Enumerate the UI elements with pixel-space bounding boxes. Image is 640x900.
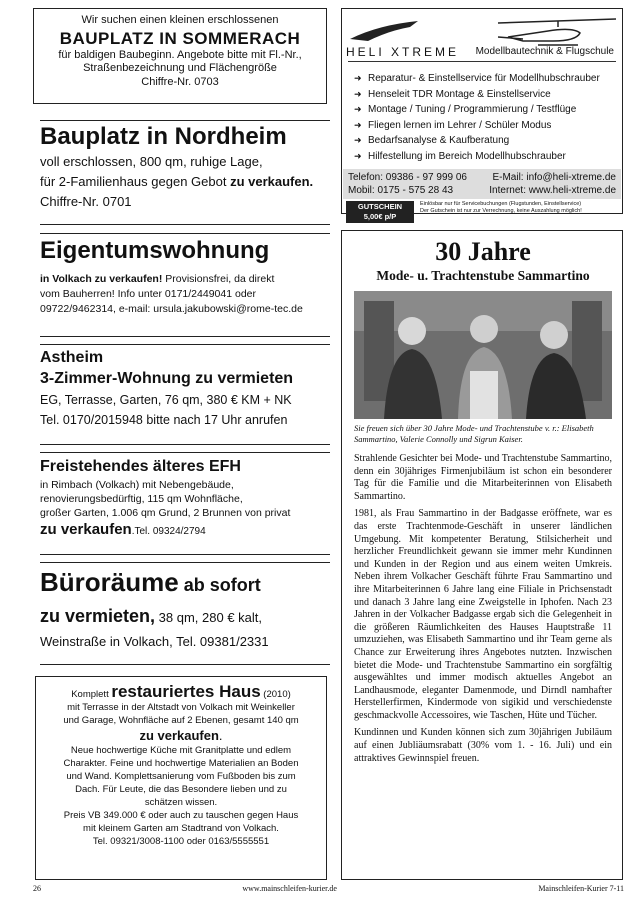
ad-line: voll erschlossen, 800 qm, ruhige Lage, <box>40 154 263 169</box>
list-item: ➜ Bedarfsanalyse & Kaufberatung <box>354 135 510 146</box>
ad-line: Weinstraße in Volkach, Tel. 09381/2331 <box>40 634 269 649</box>
heli-phone: Telefon: 09386 - 97 999 06 <box>348 172 467 183</box>
arrow-right-icon: ➜ <box>354 73 362 83</box>
ad-astheim <box>40 348 330 430</box>
voucher-note: Einlösbar nur für Servicebuchungen (Flugstunden, Einstellservice) Der Gutschein ist nur zur Verrechnung, keine Auszahlung möglich! <box>420 201 582 214</box>
ad-line: Dach. Für Leute, die das Besondere lieben und zu <box>75 784 287 795</box>
article-sammartino <box>341 230 623 880</box>
heli-contact <box>343 169 621 199</box>
paragraph: Kundinnen und Kunden können sich zum 30jährigen Jubiläum auf einen Jubliäumsrabatt (30% vom 1. - 16. Juli) und ein attraktives Gewinnspiel freuen. <box>354 727 612 764</box>
divider <box>40 452 330 453</box>
ad-restauriertes-haus <box>35 676 327 880</box>
divider <box>40 344 330 345</box>
ad-line: für baldigen Baubeginn. Angebote bitte mit Fl.-Nr., <box>58 48 302 61</box>
divider <box>348 61 616 62</box>
divider <box>40 562 330 563</box>
ad-intro: Wir suchen einen kleinen erschlossenen <box>81 14 279 26</box>
page-number: 26 <box>33 884 41 893</box>
article-subtitle: Mode- u. Trachtenstube Sammartino <box>376 268 590 283</box>
paragraph: 1981, als Frau Sammartino in der Badgasse eröffnete, war es das erste Trachtenmode-Geschäft in unserer ländlichen Umgebung. Mit kompetenter Beratung, Stilsicherheit und herzlicher Freundlichkeit gewann sie immer mehr Kundinnen und Kunden in der Region und aus einem weiten Umkreis. Neben ihrem Volkacher Geschäft führte Frau Sammartino und ihre Mitarbeiterinnen 6 Jahre lang eine Filiale in Prichsenstadt und danach 3 Jahre lang eine Zweigstelle in Iphofen. Nach 23 Jahren in der Volkacher Badgasse ergab sich die Gelegenheit in die größeren Räumlichkeiten des Hauses Hauptstraße 11 umzuziehen, was Elisabeth Sammartino und ihr Team gerne als Chance zur Erweiterung ihres Angebotes nutzten. Inzwischen bietet die Mode- und Trachtenstube Sammartino ein sorgfältig ausgewähltes und immer modisch aktuelles Angebot an Landhausmode, eleganter Damenmode, und Dirndl namhafter Herstellerfirmen, Kindermode von sigikid und verschiedenste geschmackvolle Accessoires, wie Taschen, Hüte und Tücher. <box>354 508 612 721</box>
ad-line: Straßenbezeichnung und Flächengröße <box>83 62 277 74</box>
list-item: ➜ Reparatur- & Einstellservice für Modellhubschrauber <box>354 73 600 84</box>
divider <box>40 444 330 445</box>
ad-title: Büroräume ab sofort <box>40 567 261 597</box>
ad-title: Eigentumswohnung <box>40 237 270 264</box>
ad-efh-rimbach <box>40 456 330 539</box>
ad-line: mit kleinem Garten am Stadtrand von Volkach. <box>83 823 279 834</box>
ad-eigentumswohnung <box>40 236 330 317</box>
ad-heli-xtreme <box>341 8 623 221</box>
article-photo <box>354 291 612 419</box>
ad-line: mit Terrasse in der Altstadt von Volkach mit Weinkeller <box>67 702 295 713</box>
ad-bauplatz-sommerach <box>33 8 327 104</box>
ad-title: Astheim <box>40 349 104 366</box>
arrow-right-icon: ➜ <box>354 104 362 114</box>
divider <box>40 336 330 337</box>
ad-line: in Rimbach (Volkach) mit Nebengebäude, <box>40 479 234 491</box>
ad-line: Chiffre-Nr. 0701 <box>40 194 132 209</box>
divider <box>40 554 330 555</box>
ad-line: renovierungsbedürftig, 115 qm Wohnfläche, <box>40 493 243 505</box>
article-body <box>354 453 612 765</box>
list-item: ➜ Henseleit TDR Montage & Einstellservice <box>354 88 551 100</box>
footer-url: www.mainschleifen-kurier.de <box>242 884 337 893</box>
divider <box>40 224 330 225</box>
ad-text: in Volkach zu verkaufen! Provisionsfrei, da direkt vom Bauherren! Info unter 0171/2449041 oder 09722/9462314, e-mail: ursula.jakubowski@rome-tec.de <box>40 273 303 315</box>
list-item: ➜ Hilfestellung im Bereich Modellhubschrauber <box>354 150 566 162</box>
list-item: ➜ Montage / Tuning / Programmierung / Testflüge <box>354 104 577 115</box>
voucher-badge: GUTSCHEIN 5,00€ p/P <box>346 201 414 223</box>
article-title: 30 Jahre <box>435 237 531 266</box>
ad-line: für 2-Familienhaus gegen Gebot zu verkaufen. <box>40 174 314 189</box>
divider <box>40 120 330 121</box>
ad-line: Charakter. Feine und hochwertige Materialien an Boden <box>63 758 299 769</box>
heli-subtitle: Modellbautechnik & Flugschule <box>475 46 614 57</box>
ad-bueroraeume <box>40 565 330 652</box>
arrow-right-icon: ➜ <box>354 150 362 161</box>
divider <box>40 233 330 234</box>
ad-line: schätzen wissen. <box>144 797 218 808</box>
ad-subtitle: 3-Zimmer-Wohnung zu vermieten <box>40 370 294 387</box>
heli-mobile: Mobil: 0175 - 575 28 43 <box>348 185 454 196</box>
ad-title: BAUPLATZ IN SOMMERACH <box>59 28 301 48</box>
ad-line: Preis VB 349.000 € oder auch zu tauschen gegen Haus <box>63 810 299 821</box>
list-item: ➜ Fliegen lernen im Lehrer / Schüler Modus <box>354 119 552 131</box>
ad-title: Freistehendes älteres EFH <box>40 458 241 475</box>
heli-email: E-Mail: info@heli-xtreme.de <box>492 172 616 183</box>
ad-title: Komplett restauriertes Haus (2010) <box>71 682 291 701</box>
arrow-right-icon: ➜ <box>354 119 362 130</box>
ad-line: Neue hochwertige Küche mit Granitplatte und edlem <box>70 745 292 756</box>
heli-brand: HELI XTREME <box>346 45 460 59</box>
photo-three-women-icon <box>354 291 612 419</box>
ad-line: großer Garten, 1.006 qm Grund, 2 Brunnen von privat <box>40 507 291 519</box>
footer-issue: Mainschleifen-Kurier 7-11 <box>538 884 624 893</box>
heli-service-list <box>354 71 600 164</box>
page-footer <box>33 884 624 893</box>
ad-line: und Garage, Wohnfläche auf 2 Ebenen, gesamt 140 qm <box>63 715 299 726</box>
paragraph: Strahlende Gesichter bei Mode- und Trachtenstube Sammartino, denn ein 30jähriges Firmenjubiläum ist schon ein besonderer Tag für die Familie und die Mitarbeiterinnen von Elisabeth Sammartino. <box>354 453 612 502</box>
photo-caption: Sie freuen sich über 30 Jahre Mode- und Trachtenstube v. r.: Elisabeth Sammartino, Valerie Connolly und Sigrun Kaiser. <box>354 423 594 444</box>
ad-line: Chiffre-Nr. 0703 <box>141 75 219 88</box>
ad-line: zu vermieten, 38 qm, 280 € kalt, <box>40 606 262 626</box>
helicopter-logo-icon <box>348 17 618 47</box>
divider <box>40 664 330 665</box>
ad-line: EG, Terrasse, Garten, 76 qm, 380 € KM + NK <box>40 393 292 407</box>
ad-line: Tel. 09321/3008-1100 oder 0163/5555551 <box>92 836 270 847</box>
ad-title: Bauplatz in Nordheim <box>40 123 287 150</box>
arrow-right-icon: ➜ <box>354 88 362 99</box>
ad-bauplatz-nordheim <box>40 122 330 212</box>
ad-line: und Wand. Komplettsanierung vom Fußboden bis zum <box>66 771 296 782</box>
heli-web: Internet: www.heli-xtreme.de <box>489 185 616 196</box>
ad-line: zu verkaufen.Tel. 09324/2794 <box>40 521 206 538</box>
arrow-right-icon: ➜ <box>354 135 362 145</box>
ad-line: Tel. 0170/2015948 bitte nach 17 Uhr anrufen <box>40 413 288 427</box>
ad-cta: zu verkaufen. <box>139 728 223 743</box>
